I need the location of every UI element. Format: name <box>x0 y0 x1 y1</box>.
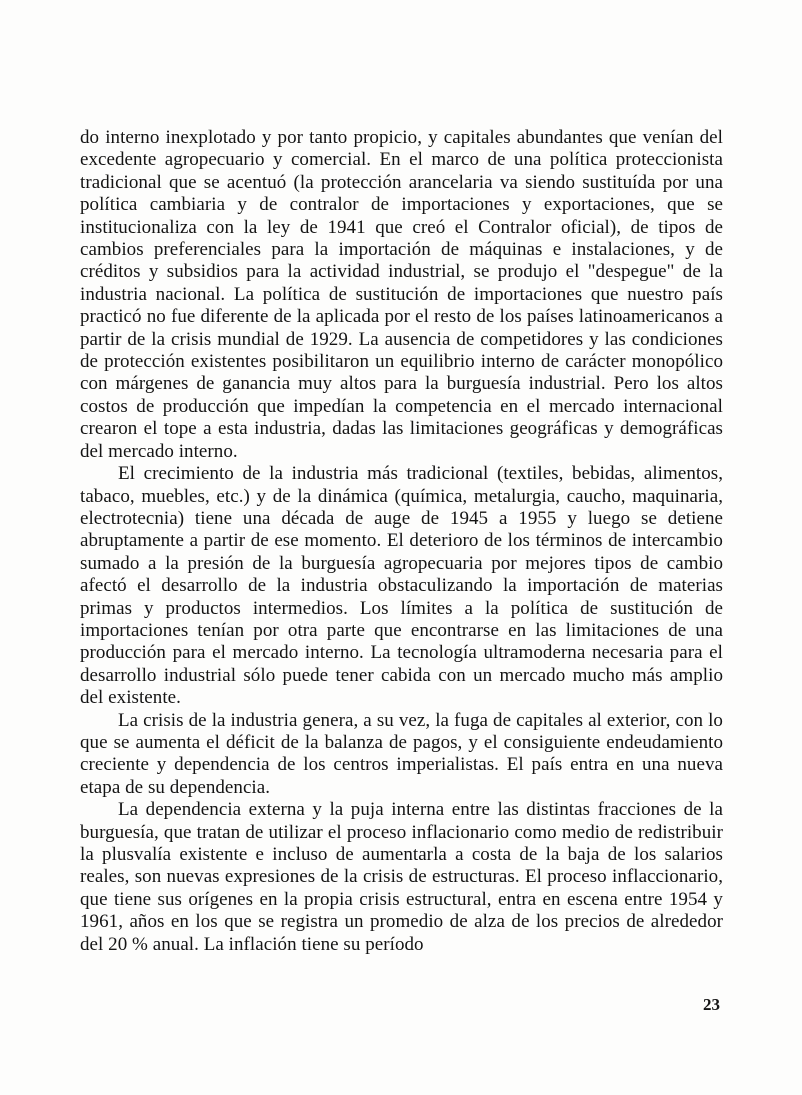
page-number: 23 <box>703 995 720 1014</box>
paragraph-4: La dependencia externa y la puja interna entre las distintas fracciones de la burguesía, que tratan de utilizar el proceso inflacionario como medio de redistribuir la plusvalía existente e incluso de aumentarla a costa de la baja de los salarios reales, son nuevas expresiones de la crisis de estructuras. El proceso inflaccionario, que tiene sus orígenes en la propia crisis estructural, entra en escena entre 1954 y 1961, años en los que se registra un promedio de alza de los precios de alrededor del 20 % anual. La inflación tiene su período <box>80 799 723 955</box>
paragraph-3: La crisis de la industria genera, a su vez, la fuga de capitales al exterior, con lo que se aumenta el déficit de la balanza de pagos, y el consiguiente endeudamiento creciente y dependencia de los centros imperialistas. El país entra en una nueva etapa de su dependencia. <box>80 709 723 798</box>
paragraph-1: do interno inexplotado y por tanto propicio, y capitales abundantes que venían del excedente agropecuario y comercial. En el marco de una política proteccionista tradicional que se acentuó (la protección arancelaria va siendo sustituída por una política cambiaria y de contralor de importaciones y exportaciones, que se institucionaliza con la ley de 1941 que creó el Contralor oficial), de tipos de cambios preferenciales para la importación de máquinas e instalaciones, y de créditos y subsidios para la actividad industrial, se produjo el "despegue" de la industria nacional. La política de sustitución de importaciones que nuestro país practicó no fue diferente de la aplicada por el resto de los países latinoamericanos a partir de la crisis mundial de 1929. La ausencia de competidores y las condiciones de protección existentes posibilitaron un equilibrio interno de carácter monopólico con márgenes de ganancia muy altos para la burguesía industrial. Pero los altos costos de producción que impedían la competencia en el mercado internacional crearon el tope a esta industria, dadas las limitaciones geográficas y demográficas del mercado interno. <box>80 127 723 462</box>
paragraph-2: El crecimiento de la industria más tradicional (textiles, bebidas, alimentos, tabaco, muebles, etc.) y de la dinámica (química, metalurgia, caucho, maquinaria, electrotecnia) tiene una década de auge de 1945 a 1955 y luego se detiene abruptamente a partir de ese momento. El deterioro de los términos de intercambio sumado a la presión de la burguesía agropecuaria por mejores tipos de cambio afectó el desarrollo de la industria obstaculizando la importación de materias primas y productos intermedios. Los límites a la política de sustitución de importaciones tenían por otra parte que encontrarse en las limitaciones de una producción para el mercado interno. La tecnología ultramoderna necesaria para el desarrollo industrial sólo puede tener cabida con un mercado mucho más amplio del existente. <box>80 463 723 709</box>
body-text <box>80 127 723 956</box>
